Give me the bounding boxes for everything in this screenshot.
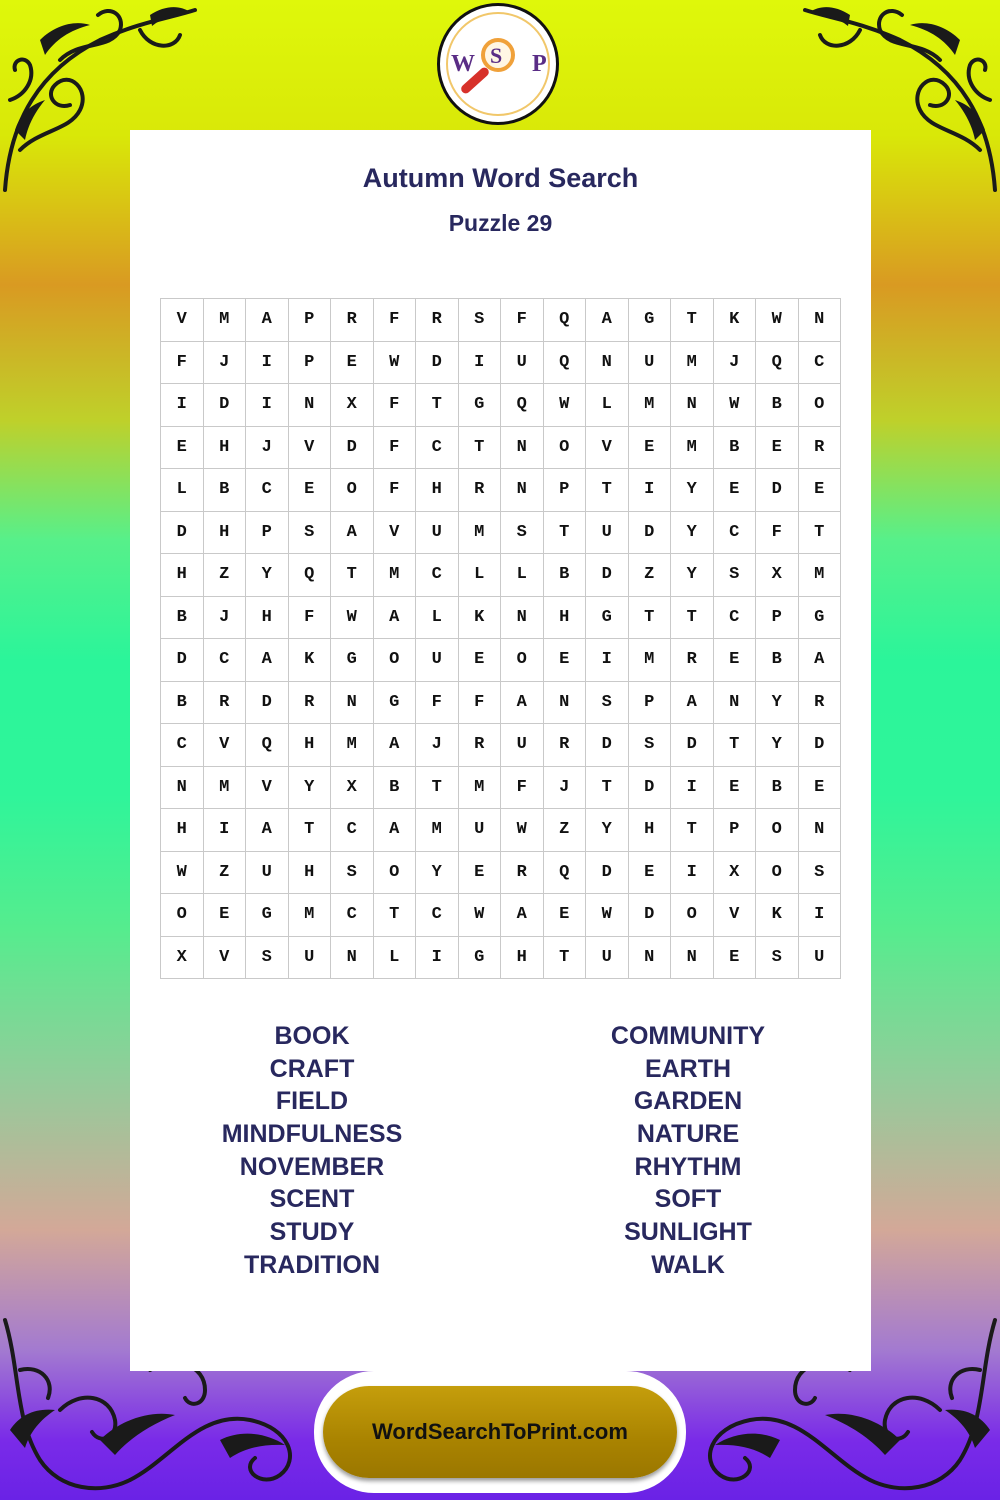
grid-cell[interactable]: H xyxy=(629,809,672,852)
grid-cell[interactable]: I xyxy=(671,852,714,895)
grid-cell[interactable]: T xyxy=(671,597,714,640)
grid-cell[interactable]: N xyxy=(714,682,757,725)
grid-cell[interactable]: X xyxy=(756,554,799,597)
grid-cell[interactable]: C xyxy=(331,809,374,852)
grid-cell[interactable]: V xyxy=(246,767,289,810)
grid-cell[interactable]: T xyxy=(289,809,332,852)
word-list-item: FIELD xyxy=(275,1087,349,1116)
grid-cell[interactable]: X xyxy=(714,852,757,895)
grid-cell[interactable]: P xyxy=(629,682,672,725)
grid-cell[interactable]: B xyxy=(756,639,799,682)
puzzle-number: Puzzle 29 xyxy=(448,210,553,236)
grid-cell[interactable]: M xyxy=(671,342,714,385)
grid-cell[interactable]: S xyxy=(799,852,842,895)
grid-cell[interactable]: A xyxy=(246,639,289,682)
logo-letter-w: W xyxy=(451,51,475,77)
grid-cell[interactable]: E xyxy=(629,852,672,895)
grid-cell[interactable]: E xyxy=(714,469,757,512)
grid-cell[interactable]: N xyxy=(671,384,714,427)
grid-cell[interactable]: C xyxy=(331,894,374,937)
grid-cell[interactable]: B xyxy=(756,384,799,427)
grid-cell[interactable]: E xyxy=(204,894,247,937)
grid-cell[interactable]: A xyxy=(374,597,417,640)
grid-cell[interactable]: M xyxy=(629,639,672,682)
grid-cell[interactable]: R xyxy=(204,682,247,725)
grid-cell[interactable]: N xyxy=(799,809,842,852)
grid-cell[interactable]: R xyxy=(799,427,842,470)
grid-cell[interactable]: E xyxy=(629,427,672,470)
grid-cell[interactable]: D xyxy=(629,894,672,937)
grid-cell[interactable]: D xyxy=(204,384,247,427)
grid-cell[interactable]: W xyxy=(501,809,544,852)
grid-cell[interactable]: F xyxy=(416,682,459,725)
grid-cell[interactable]: N xyxy=(501,427,544,470)
grid-cell[interactable]: D xyxy=(246,682,289,725)
grid-cell[interactable]: R xyxy=(416,299,459,342)
grid-cell[interactable]: M xyxy=(374,554,417,597)
grid-cell[interactable]: G xyxy=(246,894,289,937)
grid-cell[interactable]: O xyxy=(161,894,204,937)
grid-cell[interactable]: E xyxy=(714,639,757,682)
grid-cell[interactable]: T xyxy=(671,299,714,342)
grid-cell[interactable]: R xyxy=(459,724,502,767)
word-list-item: STUDY xyxy=(269,1218,355,1247)
grid-cell[interactable]: V xyxy=(161,299,204,342)
grid-cell[interactable]: V xyxy=(374,512,417,555)
grid-cell[interactable]: P xyxy=(756,597,799,640)
grid-cell[interactable]: J xyxy=(544,767,587,810)
grid-cell[interactable]: S xyxy=(629,724,672,767)
grid-cell[interactable]: F xyxy=(374,384,417,427)
grid-cell[interactable]: D xyxy=(331,427,374,470)
grid-cell[interactable]: V xyxy=(714,894,757,937)
grid-cell[interactable]: T xyxy=(374,894,417,937)
grid-cell[interactable]: A xyxy=(331,512,374,555)
grid-cell[interactable]: P xyxy=(289,299,332,342)
grid-cell[interactable]: B xyxy=(714,427,757,470)
grid-cell[interactable]: U xyxy=(416,639,459,682)
grid-cell[interactable]: I xyxy=(459,342,502,385)
grid-cell[interactable]: D xyxy=(629,512,672,555)
grid-cell[interactable]: C xyxy=(714,597,757,640)
puzzle-panel xyxy=(130,130,871,1371)
grid-cell[interactable]: K xyxy=(756,894,799,937)
grid-cell[interactable]: H xyxy=(161,554,204,597)
grid-cell[interactable]: F xyxy=(374,469,417,512)
grid-cell[interactable]: O xyxy=(501,639,544,682)
grid-cell[interactable]: B xyxy=(544,554,587,597)
grid-cell[interactable]: M xyxy=(416,809,459,852)
grid-cell[interactable]: E xyxy=(331,342,374,385)
grid-cell[interactable]: L xyxy=(161,469,204,512)
grid-cell[interactable]: O xyxy=(374,639,417,682)
grid-cell[interactable]: Z xyxy=(544,809,587,852)
grid-cell[interactable]: N xyxy=(544,682,587,725)
grid-cell[interactable]: N xyxy=(161,767,204,810)
word-list-item: RHYTHM xyxy=(634,1152,742,1181)
grid-cell[interactable]: U xyxy=(289,937,332,980)
grid-cell[interactable]: O xyxy=(374,852,417,895)
wsp-logo[interactable] xyxy=(437,3,559,125)
grid-cell[interactable]: I xyxy=(629,469,672,512)
grid-cell[interactable]: F xyxy=(374,427,417,470)
grid-cell[interactable]: G xyxy=(331,639,374,682)
grid-cell[interactable]: H xyxy=(161,809,204,852)
grid-cell[interactable]: X xyxy=(331,767,374,810)
grid-cell[interactable]: T xyxy=(331,554,374,597)
grid-cell[interactable]: W xyxy=(161,852,204,895)
grid-cell[interactable]: Y xyxy=(671,512,714,555)
grid-cell[interactable]: H xyxy=(544,597,587,640)
grid-cell[interactable]: T xyxy=(586,469,629,512)
grid-cell[interactable]: B xyxy=(204,469,247,512)
grid-cell[interactable]: C xyxy=(416,427,459,470)
grid-cell[interactable]: P xyxy=(544,469,587,512)
grid-cell[interactable]: I xyxy=(586,639,629,682)
grid-cell[interactable]: T xyxy=(671,809,714,852)
grid-cell[interactable]: O xyxy=(799,384,842,427)
grid-cell[interactable]: C xyxy=(416,894,459,937)
grid-cell[interactable]: L xyxy=(374,937,417,980)
grid-cell[interactable]: T xyxy=(586,767,629,810)
grid-cell[interactable]: H xyxy=(416,469,459,512)
grid-cell[interactable]: G xyxy=(459,384,502,427)
grid-cell[interactable]: G xyxy=(586,597,629,640)
grid-cell[interactable]: D xyxy=(671,724,714,767)
grid-cell[interactable]: P xyxy=(289,342,332,385)
grid-cell[interactable]: U xyxy=(246,852,289,895)
word-list-right xyxy=(538,1020,838,1282)
grid-cell[interactable]: L xyxy=(459,554,502,597)
grid-cell[interactable]: K xyxy=(289,639,332,682)
grid-cell[interactable]: H xyxy=(289,852,332,895)
grid-cell[interactable]: I xyxy=(204,809,247,852)
grid-cell[interactable]: I xyxy=(246,342,289,385)
grid-cell[interactable]: M xyxy=(204,299,247,342)
grid-cell[interactable]: Y xyxy=(246,554,289,597)
grid-cell[interactable]: F xyxy=(161,342,204,385)
grid-cell[interactable]: N xyxy=(501,469,544,512)
grid-cell[interactable]: S xyxy=(289,512,332,555)
grid-cell[interactable]: Q xyxy=(289,554,332,597)
grid-cell[interactable]: N xyxy=(671,937,714,980)
grid-cell[interactable]: Z xyxy=(629,554,672,597)
grid-cell[interactable]: E xyxy=(756,427,799,470)
grid-cell[interactable]: U xyxy=(586,937,629,980)
grid-cell[interactable]: N xyxy=(799,299,842,342)
grid-cell[interactable]: G xyxy=(629,299,672,342)
grid-cell[interactable]: Q xyxy=(544,852,587,895)
letter-grid[interactable] xyxy=(160,298,841,979)
grid-cell[interactable]: Y xyxy=(756,724,799,767)
grid-cell[interactable]: E xyxy=(799,469,842,512)
logo-letter-s: S xyxy=(490,43,503,68)
grid-cell[interactable]: L xyxy=(416,597,459,640)
grid-cell[interactable]: P xyxy=(714,809,757,852)
grid-cell[interactable]: V xyxy=(204,937,247,980)
grid-cell[interactable]: Y xyxy=(586,809,629,852)
grid-cell[interactable]: F xyxy=(459,682,502,725)
grid-cell[interactable]: I xyxy=(416,937,459,980)
grid-cell[interactable]: W xyxy=(714,384,757,427)
grid-cell[interactable]: D xyxy=(586,554,629,597)
grid-cell[interactable]: Q xyxy=(544,299,587,342)
grid-cell[interactable]: D xyxy=(586,724,629,767)
grid-cell[interactable]: D xyxy=(629,767,672,810)
grid-cell[interactable]: T xyxy=(629,597,672,640)
grid-cell[interactable]: G xyxy=(459,937,502,980)
grid-cell[interactable]: V xyxy=(586,427,629,470)
grid-cell[interactable]: T xyxy=(799,512,842,555)
grid-cell[interactable]: A xyxy=(799,639,842,682)
grid-cell[interactable]: J xyxy=(246,427,289,470)
grid-cell[interactable]: N xyxy=(586,342,629,385)
grid-cell[interactable]: A xyxy=(246,299,289,342)
site-link-button[interactable] xyxy=(323,1386,677,1478)
grid-cell[interactable]: P xyxy=(246,512,289,555)
grid-cell[interactable]: E xyxy=(459,852,502,895)
grid-cell[interactable]: J xyxy=(204,342,247,385)
grid-cell[interactable]: R xyxy=(544,724,587,767)
word-list-item: WALK xyxy=(651,1250,725,1279)
grid-cell[interactable]: D xyxy=(756,469,799,512)
grid-cell[interactable]: S xyxy=(714,554,757,597)
grid-cell[interactable]: C xyxy=(714,512,757,555)
grid-cell[interactable]: A xyxy=(374,809,417,852)
logo-letter-p: P xyxy=(532,51,547,77)
word-list-item: BOOK xyxy=(274,1022,350,1050)
grid-cell[interactable]: M xyxy=(204,767,247,810)
grid-cell[interactable]: U xyxy=(459,809,502,852)
word-list-item: CRAFT xyxy=(269,1054,355,1083)
word-list-item: NOVEMBER xyxy=(239,1152,385,1181)
word-list-item: MINDFULNESS xyxy=(221,1120,403,1149)
grid-cell[interactable]: G xyxy=(374,682,417,725)
grid-cell[interactable]: E xyxy=(799,767,842,810)
grid-cell[interactable]: T xyxy=(416,767,459,810)
grid-cell[interactable]: W xyxy=(374,342,417,385)
grid-cell[interactable]: Y xyxy=(756,682,799,725)
grid-cell[interactable]: S xyxy=(501,512,544,555)
grid-cell[interactable]: O xyxy=(544,427,587,470)
grid-cell[interactable]: H xyxy=(204,512,247,555)
grid-cell[interactable]: Y xyxy=(416,852,459,895)
word-list-left xyxy=(162,1020,462,1282)
grid-cell[interactable]: J xyxy=(416,724,459,767)
grid-cell[interactable]: N xyxy=(331,682,374,725)
grid-cell[interactable]: O xyxy=(756,852,799,895)
grid-cell[interactable]: E xyxy=(289,469,332,512)
grid-cell[interactable]: F xyxy=(289,597,332,640)
word-list-item: COMMUNITY xyxy=(610,1022,766,1050)
grid-cell[interactable]: F xyxy=(501,299,544,342)
grid-cell[interactable]: T xyxy=(544,937,587,980)
grid-cell[interactable]: H xyxy=(204,427,247,470)
grid-cell[interactable]: M xyxy=(331,724,374,767)
grid-cell[interactable]: D xyxy=(161,639,204,682)
grid-cell[interactable]: D xyxy=(586,852,629,895)
grid-cell[interactable]: D xyxy=(799,724,842,767)
grid-cell[interactable]: T xyxy=(459,427,502,470)
grid-cell[interactable]: M xyxy=(671,427,714,470)
grid-cell[interactable]: H xyxy=(289,724,332,767)
grid-cell[interactable]: B xyxy=(161,682,204,725)
grid-cell[interactable]: V xyxy=(289,427,332,470)
word-list-item: SOFT xyxy=(654,1185,722,1214)
word-list-item: SUNLIGHT xyxy=(624,1218,752,1247)
grid-cell[interactable]: Q xyxy=(246,724,289,767)
grid-cell[interactable]: M xyxy=(459,512,502,555)
grid-cell[interactable]: U xyxy=(501,724,544,767)
grid-cell[interactable]: R xyxy=(289,682,332,725)
grid-cell[interactable]: W xyxy=(586,894,629,937)
grid-cell[interactable]: A xyxy=(586,299,629,342)
grid-cell[interactable]: W xyxy=(756,299,799,342)
grid-cell[interactable]: E xyxy=(544,894,587,937)
grid-cell[interactable]: H xyxy=(246,597,289,640)
word-list-item: SCENT xyxy=(269,1185,355,1214)
grid-cell[interactable]: B xyxy=(756,767,799,810)
grid-cell[interactable]: C xyxy=(161,724,204,767)
grid-cell[interactable]: I xyxy=(246,384,289,427)
grid-cell[interactable]: V xyxy=(204,724,247,767)
grid-cell[interactable]: G xyxy=(799,597,842,640)
grid-cell[interactable]: E xyxy=(714,937,757,980)
grid-cell[interactable]: Q xyxy=(501,384,544,427)
grid-cell[interactable]: A xyxy=(374,724,417,767)
grid-cell[interactable]: R xyxy=(501,852,544,895)
grid-cell[interactable]: O xyxy=(331,469,374,512)
grid-cell[interactable]: I xyxy=(799,894,842,937)
grid-cell[interactable]: T xyxy=(714,724,757,767)
grid-cell[interactable]: W xyxy=(459,894,502,937)
grid-cell[interactable]: M xyxy=(289,894,332,937)
grid-cell[interactable]: I xyxy=(161,384,204,427)
word-list-item: TRADITION xyxy=(243,1250,381,1279)
grid-cell[interactable]: C xyxy=(799,342,842,385)
grid-cell[interactable]: S xyxy=(246,937,289,980)
site-link-text: WordSearchToPrint.com xyxy=(372,1419,628,1444)
grid-cell[interactable]: S xyxy=(459,299,502,342)
puzzle-title: Autumn Word Search xyxy=(362,163,639,193)
grid-cell[interactable]: E xyxy=(459,639,502,682)
grid-cell[interactable]: C xyxy=(416,554,459,597)
grid-cell[interactable]: O xyxy=(756,809,799,852)
grid-cell[interactable]: W xyxy=(331,597,374,640)
word-list-item: NATURE xyxy=(636,1120,740,1149)
grid-cell[interactable]: U xyxy=(586,512,629,555)
word-list-item: EARTH xyxy=(644,1054,732,1083)
grid-cell[interactable]: N xyxy=(289,384,332,427)
grid-cell[interactable]: S xyxy=(331,852,374,895)
grid-cell[interactable]: C xyxy=(246,469,289,512)
grid-cell[interactable]: F xyxy=(374,299,417,342)
grid-cell[interactable]: T xyxy=(416,384,459,427)
grid-cell[interactable]: N xyxy=(629,937,672,980)
grid-cell[interactable]: J xyxy=(204,597,247,640)
grid-cell[interactable]: K xyxy=(459,597,502,640)
grid-cell[interactable]: A xyxy=(501,682,544,725)
grid-cell[interactable]: U xyxy=(501,342,544,385)
grid-cell[interactable]: N xyxy=(331,937,374,980)
grid-cell[interactable]: E xyxy=(161,427,204,470)
grid-cell[interactable]: R xyxy=(459,469,502,512)
grid-cell[interactable]: U xyxy=(416,512,459,555)
grid-cell[interactable]: J xyxy=(714,342,757,385)
grid-cell[interactable]: U xyxy=(629,342,672,385)
grid-cell[interactable]: D xyxy=(161,512,204,555)
grid-cell[interactable]: X xyxy=(331,384,374,427)
grid-cell[interactable]: Y xyxy=(289,767,332,810)
grid-cell[interactable]: M xyxy=(799,554,842,597)
grid-cell[interactable]: N xyxy=(501,597,544,640)
grid-cell[interactable]: C xyxy=(204,639,247,682)
grid-cell[interactable]: L xyxy=(501,554,544,597)
grid-cell[interactable]: Q xyxy=(756,342,799,385)
grid-cell[interactable]: W xyxy=(544,384,587,427)
grid-cell[interactable]: F xyxy=(756,512,799,555)
grid-cell[interactable]: H xyxy=(501,937,544,980)
grid-cell[interactable]: B xyxy=(374,767,417,810)
grid-cell[interactable]: Y xyxy=(671,554,714,597)
grid-cell[interactable]: E xyxy=(544,639,587,682)
grid-cell[interactable]: S xyxy=(756,937,799,980)
grid-cell[interactable]: A xyxy=(246,809,289,852)
grid-cell[interactable]: L xyxy=(586,384,629,427)
grid-cell[interactable]: R xyxy=(799,682,842,725)
grid-cell[interactable]: M xyxy=(459,767,502,810)
grid-cell[interactable]: O xyxy=(671,894,714,937)
grid-cell[interactable]: M xyxy=(629,384,672,427)
grid-cell[interactable]: I xyxy=(671,767,714,810)
grid-cell[interactable]: Y xyxy=(671,469,714,512)
grid-cell[interactable]: R xyxy=(331,299,374,342)
grid-cell[interactable]: E xyxy=(714,767,757,810)
grid-cell[interactable]: Z xyxy=(204,554,247,597)
grid-cell[interactable]: K xyxy=(714,299,757,342)
grid-cell[interactable]: X xyxy=(161,937,204,980)
grid-cell[interactable]: B xyxy=(161,597,204,640)
word-list-item: GARDEN xyxy=(633,1087,743,1116)
grid-cell[interactable]: A xyxy=(671,682,714,725)
grid-cell[interactable]: S xyxy=(586,682,629,725)
grid-cell[interactable]: A xyxy=(501,894,544,937)
grid-cell[interactable]: F xyxy=(501,767,544,810)
grid-cell[interactable]: T xyxy=(544,512,587,555)
grid-cell[interactable]: R xyxy=(671,639,714,682)
grid-cell[interactable]: Z xyxy=(204,852,247,895)
grid-cell[interactable]: Q xyxy=(544,342,587,385)
grid-cell[interactable]: U xyxy=(799,937,842,980)
grid-cell[interactable]: D xyxy=(416,342,459,385)
